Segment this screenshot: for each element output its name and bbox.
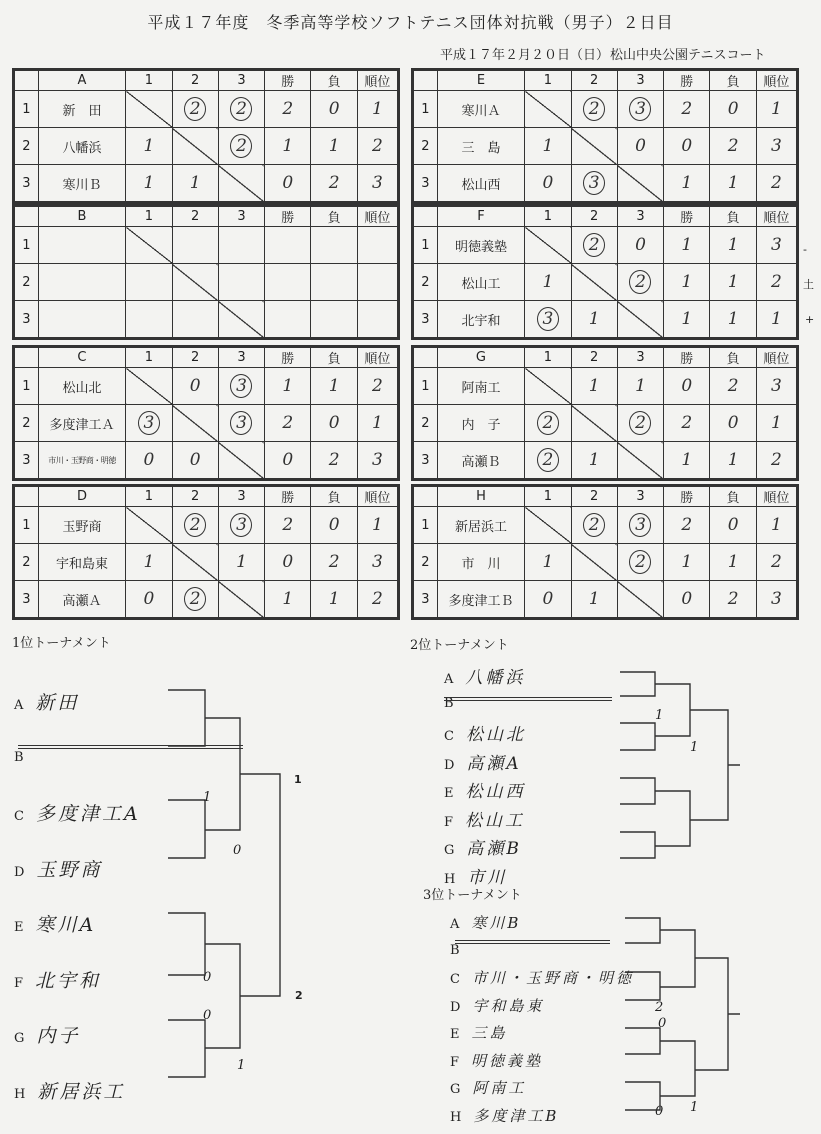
score-value: 1: [189, 173, 201, 193]
score-value: 1: [236, 552, 247, 572]
bracket-line: [625, 1014, 740, 1110]
bracket-slot-letter: E: [444, 786, 454, 801]
bracket-slot-letter: A: [14, 698, 24, 713]
bracket-slot-letter: A: [444, 672, 454, 687]
score-value: 1: [588, 376, 600, 396]
header-cell: 負: [710, 486, 756, 507]
wins-value: 1: [681, 235, 693, 255]
row-number: 2: [14, 264, 39, 301]
team-name: 松山西: [437, 165, 525, 203]
bracket-slot-letter: D: [444, 757, 455, 773]
losses-value: 1: [328, 589, 340, 609]
row-number: 3: [413, 442, 438, 480]
score-value: 0: [542, 589, 554, 609]
losses-value: 2: [328, 450, 340, 470]
losses-value: 0: [727, 515, 739, 535]
bracket-slot-letter: C: [14, 809, 24, 824]
rank-value: 2: [770, 272, 782, 292]
bracket-team-name: 新居浜工: [37, 1080, 126, 1103]
team-name: 市 川: [437, 544, 525, 581]
score-value: 2: [184, 587, 206, 611]
losses-value: 0: [727, 413, 739, 433]
header-cell: 1: [126, 486, 172, 507]
bracket-team-name: 新田: [35, 692, 80, 714]
header-cell: 勝: [664, 70, 710, 91]
bracket-team-name: 宇和島東: [472, 996, 545, 1015]
rank-value: 1: [371, 99, 383, 119]
header-cell: 2: [571, 70, 617, 91]
rank-value: 1: [770, 99, 782, 119]
header-cell: 3: [617, 206, 663, 227]
bracket-slot-letter: F: [444, 814, 454, 830]
rank-value: 3: [371, 552, 383, 572]
row-number: 2: [14, 405, 39, 442]
score-value: 1: [635, 376, 646, 396]
header-cell: 負: [710, 206, 756, 227]
wins-value: 1: [681, 309, 693, 329]
bracket-slot-letter: C: [450, 972, 460, 987]
losses-value: 2: [328, 173, 340, 193]
bracket-team-name: 阿南工: [472, 1079, 527, 1097]
rank-value: 1: [770, 309, 782, 329]
header-cell: 負: [710, 70, 756, 91]
team-name: 寒川Ｂ: [38, 165, 126, 203]
score-value: 1: [588, 309, 600, 329]
score-mark: 1: [237, 1058, 246, 1073]
team-name: 松山北: [38, 368, 126, 405]
score-value: 2: [583, 97, 605, 121]
header-cell: 勝: [265, 70, 311, 91]
wins-value: 2: [282, 99, 294, 119]
header-cell: 3: [218, 486, 264, 507]
team-name: 宇和島東: [38, 544, 126, 581]
tournament-2-title: 2位トーナメント: [410, 638, 509, 653]
rank-value: 3: [371, 173, 383, 193]
header-cell: 1: [525, 70, 571, 91]
row-number: 3: [413, 301, 438, 339]
score-mark: 2: [655, 1000, 664, 1015]
score-value: 2: [537, 411, 559, 435]
tournament-1-title: 1位トーナメント: [12, 636, 111, 651]
bracket-slot-letter: B: [444, 695, 454, 711]
header-cell: C: [38, 347, 126, 368]
header-cell: D: [38, 486, 126, 507]
team-name: 高瀬Ｂ: [437, 442, 525, 480]
header-cell: 勝: [664, 206, 710, 227]
row-number: 1: [413, 507, 438, 544]
team-name: 北宇和: [437, 301, 525, 339]
header-cell: 1: [126, 347, 172, 368]
bracket-slot-letter: E: [450, 1027, 460, 1042]
score-mark: 1: [690, 740, 699, 755]
header-cell: 1: [525, 206, 571, 227]
header-cell: 2: [571, 486, 617, 507]
event-date: 平成１７年２月２０日（日）: [440, 48, 610, 63]
wins-value: 1: [282, 136, 294, 156]
header-cell: 2: [172, 70, 218, 91]
row-number: 2: [14, 544, 39, 581]
bracket-team-name: 市川・玉野商・明徳: [471, 969, 634, 987]
bracket-slot-letter: E: [14, 920, 24, 935]
header-cell: 負: [311, 347, 357, 368]
losses-value: 0: [328, 413, 340, 433]
bracket-slot-letter: G: [444, 843, 455, 858]
score-value: 2: [230, 134, 252, 158]
score-value: 1: [542, 272, 554, 292]
header-cell: 勝: [265, 486, 311, 507]
header-cell: 2: [172, 486, 218, 507]
wins-value: 0: [282, 450, 294, 470]
bracket-slot-letter: C: [444, 729, 454, 744]
losses-value: 2: [727, 589, 739, 609]
bracket-team-name: 多度津工A: [35, 803, 141, 825]
row-number: 3: [14, 301, 39, 339]
tournament-3-title: 3位トーナメント: [423, 888, 522, 903]
header-cell: F: [437, 206, 525, 227]
header-cell: 順位: [357, 347, 398, 368]
wins-value: 1: [282, 376, 294, 396]
score-value: 0: [143, 450, 155, 470]
losses-value: 1: [727, 173, 739, 193]
wins-value: 0: [282, 552, 294, 572]
rank-value: 1: [371, 413, 383, 433]
score-value: 2: [537, 448, 559, 472]
team-name: 三 島: [437, 128, 525, 165]
header-cell: 順位: [756, 486, 797, 507]
header-cell: 3: [617, 347, 663, 368]
header-cell: 負: [311, 486, 357, 507]
team-name: 内 子: [437, 405, 525, 442]
team-name: 新 田: [38, 91, 126, 128]
header-cell: 1: [525, 347, 571, 368]
bracket-line: [625, 918, 728, 1070]
score-value: 3: [230, 411, 252, 435]
score-value: 2: [184, 513, 206, 537]
bracket-team-name: 三島: [471, 1024, 508, 1042]
score-value: 2: [583, 513, 605, 537]
header-cell: 勝: [664, 486, 710, 507]
wins-value: 2: [681, 515, 693, 535]
header-cell: 3: [218, 70, 264, 91]
team-name: 市川・玉野商・明徳: [38, 442, 126, 480]
row-number: 1: [14, 91, 39, 128]
row-number: 3: [14, 165, 39, 203]
row-number: 3: [413, 581, 438, 619]
score-mark: 0: [203, 970, 212, 985]
losses-value: 0: [727, 99, 739, 119]
row-number: 1: [14, 227, 39, 264]
header-cell: 順位: [756, 70, 797, 91]
bracket-slot-letter: G: [14, 1031, 25, 1046]
bracket-line: [168, 690, 280, 996]
rank-value: 2: [371, 589, 383, 609]
wins-value: 2: [681, 413, 693, 433]
score-value: 2: [629, 550, 651, 574]
rank-value: 3: [770, 136, 782, 156]
team-name: 八幡浜: [38, 128, 126, 165]
rank-value: 2: [770, 450, 782, 470]
wins-value: 2: [681, 99, 693, 119]
score-mark: 0: [203, 1008, 212, 1023]
team-name: 寒川Ａ: [437, 91, 525, 128]
score-value: 0: [143, 589, 155, 609]
score-value: 3: [230, 513, 252, 537]
score-value: 3: [583, 171, 605, 195]
wins-value: 0: [681, 589, 693, 609]
bracket-team-name: 北宇和: [35, 969, 102, 992]
score-mark: 1: [203, 790, 212, 805]
score-value: 3: [629, 513, 651, 537]
score-mark: 0: [233, 843, 242, 858]
bracket-team-name: 八幡浜: [465, 668, 526, 688]
header-cell: 3: [617, 486, 663, 507]
score-value: 3: [230, 374, 252, 398]
score-value: 2: [629, 411, 651, 435]
score-value: 3: [629, 97, 651, 121]
header-cell: 負: [710, 347, 756, 368]
bracket-line: [168, 913, 240, 1077]
losses-value: 1: [727, 450, 739, 470]
header-cell: 2: [571, 206, 617, 227]
score-value: 3: [537, 307, 559, 331]
score-value: 0: [189, 450, 201, 470]
header-cell: 3: [218, 347, 264, 368]
wins-value: 1: [681, 272, 693, 292]
rank-value: 2: [371, 136, 383, 156]
team-name: 松山工: [437, 264, 525, 301]
row-number: 2: [14, 128, 39, 165]
bracket-team-name: 明徳義塾: [471, 1051, 544, 1070]
header-cell: 1: [525, 486, 571, 507]
header-cell: 2: [172, 347, 218, 368]
bracket-line: [620, 672, 728, 820]
header-cell: 勝: [664, 347, 710, 368]
score-value: 0: [542, 173, 554, 193]
header-cell: 順位: [756, 206, 797, 227]
losses-value: 1: [727, 272, 739, 292]
header-cell: B: [38, 206, 126, 227]
score-mark: 0: [658, 1016, 667, 1031]
header-cell: 負: [311, 206, 357, 227]
score-value: 1: [542, 136, 554, 156]
bracket-slot-letter: B: [450, 942, 460, 958]
row-number: 2: [413, 128, 438, 165]
header-cell: 1: [126, 70, 172, 91]
header-cell: 3: [617, 70, 663, 91]
bracket-team-name: 高瀬B: [466, 839, 522, 859]
header-cell: 順位: [357, 486, 398, 507]
score-value: 2: [230, 97, 252, 121]
losses-value: 0: [328, 515, 340, 535]
team-name: 多度津工Ａ: [38, 405, 126, 442]
row-number: 1: [413, 227, 438, 264]
tournament-1-place-1: 1: [294, 773, 302, 786]
rank-value: 1: [770, 413, 782, 433]
bracket-team-name: 玉野商: [36, 858, 103, 881]
wins-value: 2: [282, 515, 294, 535]
score-value: 2: [583, 233, 605, 257]
wins-value: 0: [681, 376, 693, 396]
team-name: 明徳義塾: [437, 227, 525, 264]
event-venue: 松山中央公園テニスコート: [610, 48, 766, 63]
score-mark: 0: [655, 1104, 664, 1119]
team-name: 阿南工: [437, 368, 525, 405]
wins-value: 2: [282, 413, 294, 433]
bracket-slot-letter: G: [450, 1082, 461, 1097]
row-number: 3: [14, 442, 39, 480]
side-mark: 土: [803, 278, 814, 291]
losses-value: 2: [727, 376, 739, 396]
rank-value: 3: [770, 589, 782, 609]
rank-value: 2: [371, 376, 383, 396]
losses-value: 1: [328, 136, 340, 156]
losses-value: 2: [328, 552, 340, 572]
header-cell: 順位: [357, 70, 398, 91]
bracket-slot-letter: F: [14, 975, 24, 991]
rank-value: 3: [770, 235, 782, 255]
row-number: 2: [413, 264, 438, 301]
losses-value: 1: [727, 235, 739, 255]
score-mark: 1: [690, 1100, 699, 1115]
score-value: 2: [629, 270, 651, 294]
bracket-slot-letter: A: [450, 917, 460, 932]
score-value: 3: [138, 411, 160, 435]
header-cell: 順位: [357, 206, 398, 227]
bracket-team-name: 松山工: [465, 810, 526, 831]
bracket-team-name: 寒川A: [35, 914, 97, 936]
wins-value: 1: [681, 173, 693, 193]
rank-value: 2: [770, 552, 782, 572]
side-mark: +: [805, 313, 815, 326]
team-name: 高瀬Ａ: [38, 581, 126, 619]
team-name: 新居浜工: [437, 507, 525, 544]
losses-value: 2: [727, 136, 739, 156]
bracket-slot-letter: B: [14, 749, 24, 765]
bracket-slot-letter: D: [14, 864, 25, 880]
rank-value: 1: [770, 515, 782, 535]
row-number: 1: [413, 91, 438, 128]
bracket-slot-letter: H: [450, 1109, 462, 1125]
bracket-team-name: 高瀬A: [466, 753, 522, 774]
row-number: 2: [413, 544, 438, 581]
score-value: 1: [588, 589, 600, 609]
row-number: 3: [14, 581, 39, 619]
header-cell: 勝: [265, 206, 311, 227]
rank-value: 2: [770, 173, 782, 193]
page-title: 平成１７年度 冬季高等学校ソフトテニス団体対抗戦（男子）２日目: [147, 13, 674, 32]
header-cell: 勝: [265, 347, 311, 368]
row-number: 1: [413, 368, 438, 405]
rank-value: 1: [371, 515, 383, 535]
bracket-slot-letter: H: [14, 1086, 26, 1102]
rank-value: 3: [770, 376, 782, 396]
header-cell: G: [437, 347, 525, 368]
losses-value: 0: [328, 99, 340, 119]
bracket-slot-letter: H: [444, 871, 456, 887]
header-cell: 2: [172, 206, 218, 227]
losses-value: 1: [727, 552, 739, 572]
team-name: 多度津工Ｂ: [437, 581, 525, 619]
score-value: 1: [143, 173, 155, 193]
losses-value: 1: [328, 376, 340, 396]
bracket-slot-letter: F: [450, 1054, 460, 1070]
bracket-line: [620, 765, 740, 858]
score-value: 1: [542, 552, 554, 572]
wins-value: 1: [681, 552, 693, 572]
score-mark: 1: [655, 708, 664, 723]
score-value: 0: [189, 376, 201, 396]
header-cell: E: [437, 70, 525, 91]
score-value: 0: [635, 136, 646, 156]
bracket-team-name: 松山北: [465, 725, 526, 745]
header-cell: 2: [571, 347, 617, 368]
wins-value: 0: [282, 173, 294, 193]
bracket-team-name: 市川: [467, 867, 508, 888]
header-cell: 負: [311, 70, 357, 91]
row-number: 1: [14, 507, 39, 544]
losses-value: 1: [727, 309, 739, 329]
header-cell: A: [38, 70, 126, 91]
bracket-slot-letter: D: [450, 999, 461, 1015]
wins-value: 0: [681, 136, 693, 156]
header-cell: 順位: [756, 347, 797, 368]
row-number: 2: [413, 405, 438, 442]
score-value: 0: [635, 235, 646, 255]
bracket-team-name: 松山西: [465, 782, 526, 802]
wins-value: 1: [282, 589, 294, 609]
rank-value: 3: [371, 450, 383, 470]
score-value: 2: [184, 97, 206, 121]
score-value: 1: [588, 450, 600, 470]
wins-value: 1: [681, 450, 693, 470]
side-mark: -: [803, 243, 807, 256]
header-cell: 3: [218, 206, 264, 227]
score-value: 1: [143, 136, 155, 156]
row-number: 3: [413, 165, 438, 203]
row-number: 1: [14, 368, 39, 405]
header-cell: H: [437, 486, 525, 507]
tournament-1-place-2: 2: [295, 989, 303, 1002]
team-name: 玉野商: [38, 507, 126, 544]
bracket-team-name: 多度津工B: [473, 1106, 560, 1125]
score-value: 1: [143, 552, 155, 572]
header-cell: 1: [126, 206, 172, 227]
bracket-team-name: 内子: [36, 1025, 81, 1047]
bracket-team-name: 寒川B: [471, 914, 522, 932]
